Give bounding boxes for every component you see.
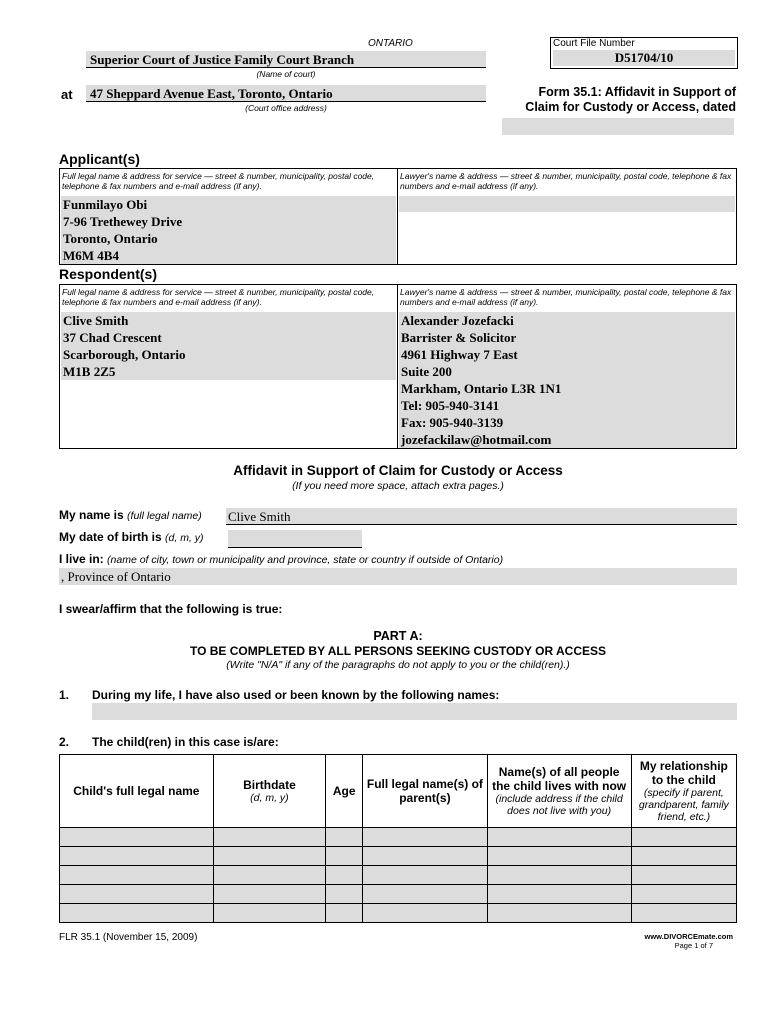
col-birthdate: [213, 755, 325, 828]
court-name-field[interactable]: [86, 51, 486, 68]
col-sub: (include address if the child does not live with you): [495, 793, 623, 817]
other-names-field[interactable]: [92, 703, 737, 720]
form-title-line2: Claim for Custody or Access, dated: [525, 100, 736, 114]
part-a-subtitle: TO BE COMPLETED BY ALL PERSONS SEEKING CUSTODY OR ACCESS: [189, 644, 607, 658]
lawyer-line: Suite 200: [401, 364, 452, 379]
at-label: at: [61, 87, 73, 102]
name-value: Clive Smith: [228, 509, 291, 524]
applicants-heading: Applicant(s): [59, 151, 140, 167]
dob-hint: (d, m, y): [165, 532, 204, 544]
table-cell[interactable]: [363, 828, 487, 847]
q2-text: The child(ren) in this case is/are:: [92, 735, 279, 749]
dob-row: [59, 530, 204, 544]
q1-number: 1.: [59, 688, 70, 702]
lawyer-line: Tel: 905-940-3141: [401, 398, 500, 413]
court-name-hint: (Name of court): [256, 69, 316, 79]
children-table: [59, 754, 737, 923]
table-cell[interactable]: [60, 885, 214, 904]
dated-field[interactable]: [502, 118, 734, 135]
table-cell[interactable]: [631, 885, 736, 904]
col-title: Name(s) of all people the child lives with now: [492, 765, 627, 793]
name-label: My name is: [59, 508, 124, 522]
table-cell[interactable]: [213, 866, 325, 885]
table-cell[interactable]: [60, 828, 214, 847]
applicant-line: 7-96 Trethewey Drive: [63, 214, 183, 229]
col-title: My relationship to the child: [639, 759, 728, 787]
live-label: I live in:: [59, 552, 104, 566]
name-field[interactable]: [226, 508, 737, 525]
col-lives-with: [487, 755, 631, 828]
court-file-number-label: Court File Number: [553, 38, 635, 49]
affidavit-subtitle: (If you need more space, attach extra pages.): [292, 480, 504, 492]
table-cell[interactable]: [487, 828, 631, 847]
table-cell[interactable]: [363, 904, 487, 923]
respondent-lawyer-address[interactable]: [399, 312, 735, 448]
table-cell[interactable]: [631, 847, 736, 866]
col-title: Full legal name(s) of parent(s): [366, 777, 483, 805]
lawyer-line: Fax: 905-940-3139: [401, 415, 504, 430]
table-cell[interactable]: [326, 904, 363, 923]
applicant-lawyer-address[interactable]: [399, 196, 735, 212]
applicant-address[interactable]: [61, 196, 396, 264]
lawyer-line: Barrister & Solicitor: [401, 330, 517, 345]
live-value: , Province of Ontario: [61, 569, 171, 584]
table-cell[interactable]: [326, 866, 363, 885]
part-a-title: PART A:: [373, 629, 423, 643]
applicant-hint: Full legal name & address for service — street & number, municipality, postal code, telephone & fax numbers and e-mail address (if any).: [62, 171, 375, 191]
dob-field[interactable]: [228, 530, 362, 548]
table-cell[interactable]: [363, 847, 487, 866]
col-title: Age: [332, 784, 356, 798]
footer-site: www.DIVORCEmate.com: [644, 932, 733, 941]
table-cell[interactable]: [363, 885, 487, 904]
col-relationship: [631, 755, 736, 828]
swear-statement: I swear/affirm that the following is true:: [59, 602, 283, 616]
respondent-address[interactable]: [61, 312, 396, 380]
affidavit-title: Affidavit in Support of Claim for Custody or Access: [233, 463, 563, 478]
table-cell[interactable]: [631, 866, 736, 885]
table-cell[interactable]: [60, 847, 214, 866]
table-cell[interactable]: [487, 847, 631, 866]
court-file-number-box: [550, 37, 738, 69]
table-cell[interactable]: [631, 904, 736, 923]
live-hint: (name of city, town or municipality and province, state or country if outside of Ontario): [107, 554, 504, 566]
applicant-line: Toronto, Ontario: [63, 231, 158, 246]
form-id: FLR 35.1 (November 15, 2009): [59, 932, 198, 943]
name-row: [59, 508, 202, 522]
respondent-line: Clive Smith: [63, 313, 129, 328]
respondent-line: 37 Chad Crescent: [63, 330, 162, 345]
q2-number: 2.: [59, 735, 70, 749]
col-sub: (d, m, y): [250, 792, 289, 804]
form-title-line1: Form 35.1: Affidavit in Support of: [538, 85, 736, 99]
table-cell[interactable]: [213, 904, 325, 923]
applicant-line: M6M 4B4: [63, 248, 119, 263]
live-field[interactable]: [59, 568, 737, 585]
respondent-lawyer-hint: Lawyer's name & address — street & number, municipality, postal code, telephone & fax numbers and e-mail address (if any).: [400, 287, 732, 307]
form-title: [490, 85, 736, 115]
table-row: [60, 866, 737, 885]
court-address-hint: (Court office address): [245, 103, 327, 113]
table-cell[interactable]: [60, 904, 214, 923]
col-child-name: [60, 755, 214, 828]
table-cell[interactable]: [60, 866, 214, 885]
table-row: [60, 828, 737, 847]
table-cell[interactable]: [487, 866, 631, 885]
col-age: [326, 755, 363, 828]
col-title: Child's full legal name: [73, 784, 200, 798]
respondents-heading: Respondent(s): [59, 266, 157, 282]
jurisdiction: ONTARIO: [368, 38, 413, 49]
court-address: 47 Sheppard Avenue East, Toronto, Ontario: [90, 86, 333, 101]
col-sub: (specify if parent, grandparent, family friend, etc.): [638, 787, 729, 823]
table-row: [60, 904, 737, 923]
respondent-line: M1B 2Z5: [63, 364, 116, 379]
applicants-box: [59, 168, 737, 265]
lawyer-line: Markham, Ontario L3R 1N1: [401, 381, 562, 396]
table-row: [60, 847, 737, 866]
table-cell[interactable]: [213, 828, 325, 847]
applicant-line: Funmilayo Obi: [63, 197, 148, 212]
live-row: [59, 552, 503, 566]
lawyer-line: 4961 Highway 7 East: [401, 347, 518, 362]
q1-text: During my life, I have also used or been known by the following names:: [92, 688, 500, 702]
name-hint: (full legal name): [127, 510, 202, 522]
table-cell[interactable]: [487, 904, 631, 923]
table-cell[interactable]: [487, 885, 631, 904]
table-cell[interactable]: [326, 847, 363, 866]
table-cell[interactable]: [326, 828, 363, 847]
respondent-hint: Full legal name & address for service — street & number, municipality, postal code, telephone & fax numbers and e-mail address (if any).: [62, 287, 375, 307]
col-parents: [363, 755, 487, 828]
lawyer-line: Alexander Jozefacki: [401, 313, 514, 328]
table-cell[interactable]: [631, 828, 736, 847]
table-cell[interactable]: [213, 885, 325, 904]
page-number: Page 1 of 7: [674, 941, 713, 950]
dob-label: My date of birth is: [59, 530, 162, 544]
court-file-number[interactable]: D51704/10: [553, 50, 735, 66]
lawyer-line: jozefackilaw@hotmail.com: [401, 432, 552, 447]
table-cell[interactable]: [213, 847, 325, 866]
respondent-line: Scarborough, Ontario: [63, 347, 186, 362]
part-a-note: (Write "N/A" if any of the paragraphs do not apply to you or the child(ren).): [226, 659, 570, 671]
col-title: Birthdate: [243, 778, 296, 792]
court-name: Superior Court of Justice Family Court Branch: [90, 52, 355, 67]
table-row: [60, 885, 737, 904]
table-cell[interactable]: [326, 885, 363, 904]
respondents-box: [59, 284, 737, 449]
applicant-lawyer-hint: Lawyer's name & address — street & number, municipality, postal code, telephone & fax numbers and e-mail address (if any).: [400, 171, 732, 191]
table-cell[interactable]: [363, 866, 487, 885]
court-address-field[interactable]: [86, 85, 486, 102]
